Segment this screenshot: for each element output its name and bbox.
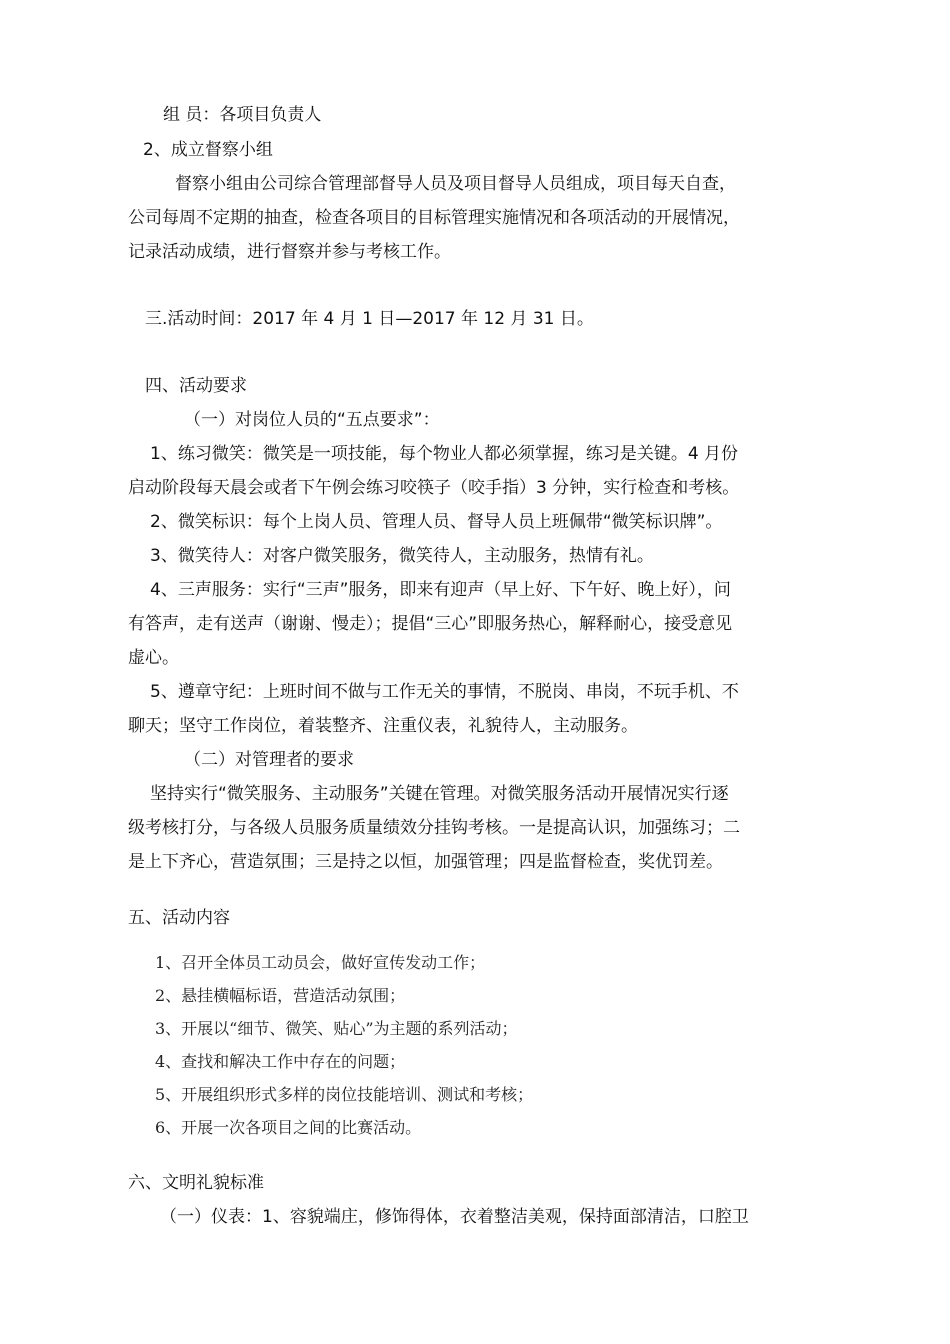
requirement-line: 5、遵章守纪：上班时间不做与工作无关的事情，不脱岗、串岗，不玩手机、不 — [150, 682, 739, 702]
section2-body-line: 督察小组由公司综合管理部督导人员及项目督导人员组成，项目每天自查， — [175, 174, 736, 194]
requirement-line: 4、三声服务：实行“三声”服务，即来有迎声（早上好、下午好、晚上好），问 — [150, 580, 731, 600]
requirement-line: 3、微笑待人：对客户微笑服务，微笑待人，主动服务，热情有礼。 — [150, 546, 654, 566]
section6-title: 六、文明礼貌标准 — [128, 1173, 264, 1193]
members-line: 组 员：各项目负责人 — [163, 105, 322, 125]
requirement-line: 聊天；坚守工作岗位，着装整齐、注重仪表，礼貌待人，主动服务。 — [128, 716, 638, 736]
section4-subheading: （一）对岗位人员的“五点要求”： — [184, 410, 440, 430]
content-item: 2、悬挂横幅标语，营造活动氛围； — [155, 986, 406, 1005]
section4-subheading: （二）对管理者的要求 — [184, 750, 354, 770]
manager-requirement-line: 是上下齐心，营造氛围；三是持之以恒，加强管理；四是监督检查，奖优罚差。 — [128, 852, 723, 872]
activity-time: 三.活动时间：2017 年 4 月 1 日—2017 年 12 月 31 日。 — [145, 309, 594, 329]
section2-title: 2、成立督察小组 — [143, 140, 273, 160]
section2-body-line: 公司每周不定期的抽查，检查各项目的目标管理实施情况和各项活动的开展情况， — [128, 208, 740, 228]
etiquette-line: （一）仪表：1、容貌端庄，修饰得体，衣着整洁美观，保持面部清洁，口腔卫 — [160, 1207, 749, 1227]
content-item: 5、开展组织形式多样的岗位技能培训、测试和考核； — [155, 1085, 534, 1104]
section5-title: 五、活动内容 — [128, 908, 230, 928]
section4-title: 四、活动要求 — [145, 376, 247, 396]
manager-requirement-line: 级考核打分，与各级人员服务质量绩效分挂钩考核。一是提高认识，加强练习；二 — [128, 818, 740, 838]
content-item: 3、开展以“细节、微笑、贴心”为主题的系列活动； — [155, 1019, 518, 1038]
manager-requirement-line: 坚持实行“微笑服务、主动服务”关键在管理。对微笑服务活动开展情况实行逐 — [150, 784, 729, 804]
content-item: 6、开展一次各项目之间的比赛活动。 — [155, 1118, 422, 1137]
requirement-line: 1、练习微笑：微笑是一项技能，每个物业人都必须掌握，练习是关键。4 月份 — [150, 444, 739, 464]
requirement-line: 启动阶段每天晨会或者下午例会练习咬筷子（咬手指）3 分钟，实行检查和考核。 — [128, 478, 740, 498]
requirement-line: 虚心。 — [128, 648, 179, 668]
requirement-line: 2、微笑标识：每个上岗人员、管理人员、督导人员上班佩带“微笑标识牌”。 — [150, 512, 723, 532]
requirement-line: 有答声，走有送声（谢谢、慢走）；提倡“三心”即服务热心，解释耐心，接受意见 — [128, 614, 733, 634]
content-item: 1、召开全体员工动员会，做好宣传发动工作； — [155, 953, 486, 972]
section2-body-line: 记录活动成绩，进行督察并参与考核工作。 — [128, 242, 451, 262]
content-item: 4、查找和解决工作中存在的问题； — [155, 1052, 406, 1071]
